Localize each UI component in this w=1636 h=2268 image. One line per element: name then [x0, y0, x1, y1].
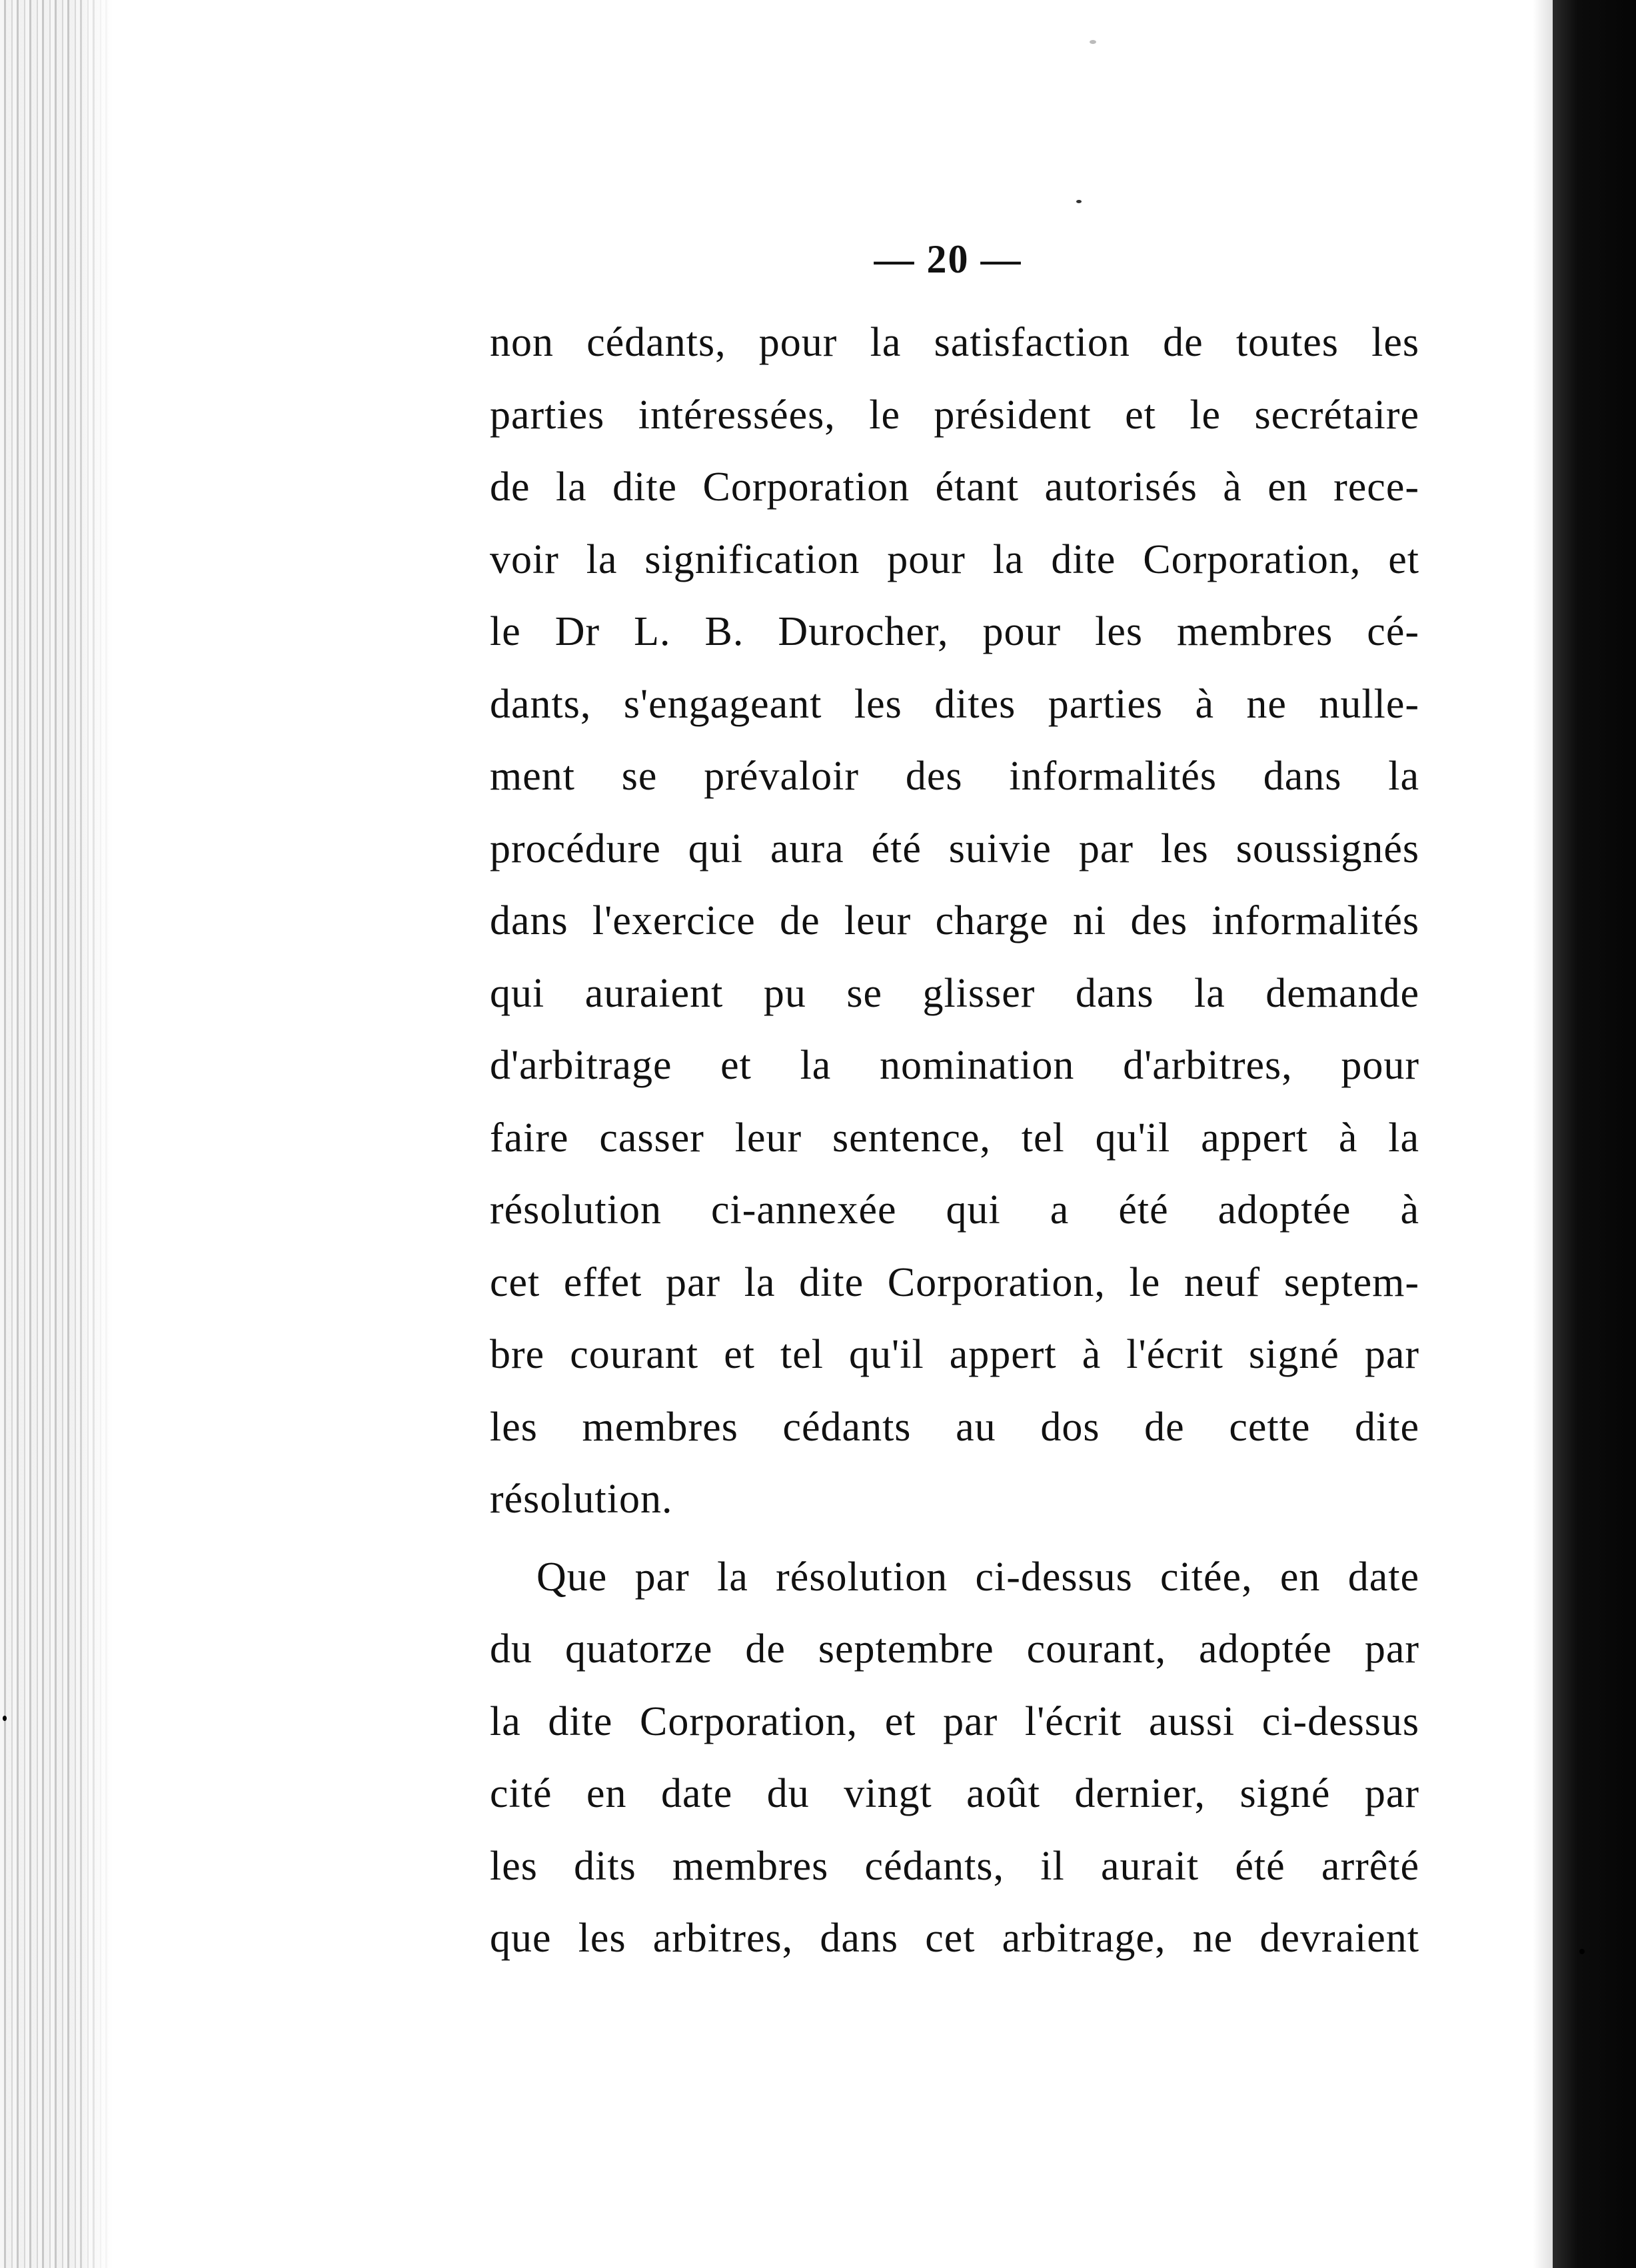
text-line: ment se prévaloir des informalités dans la	[490, 754, 1419, 799]
text-line: de la dite Corporation étant autorisés à en rece-	[490, 464, 1419, 510]
text-line: bre courant et tel qu'il appert à l'écrit signé par	[490, 1332, 1419, 1377]
text-line: dans l'exercice de leur charge ni des informalités	[490, 898, 1419, 943]
text-line: que les arbitres, dans cet arbitrage, ne devraient	[490, 1916, 1419, 1961]
text-line: parties intéressées, le président et le secrétaire	[490, 392, 1419, 438]
text-line: cité en date du vingt août dernier, signé par	[490, 1771, 1419, 1816]
text-line: les dits membres cédants, il aurait été arrêté	[490, 1843, 1419, 1889]
text-line: du quatorze de septembre courant, adoptée par	[490, 1626, 1419, 1672]
paragraph-1	[490, 306, 1419, 1536]
text-line: non cédants, pour la satisfaction de toutes les	[490, 320, 1419, 365]
text-line: d'arbitrage et la nomination d'arbitres, pour	[490, 1043, 1419, 1088]
text-line: cet effet par la dite Corporation, le neuf septem-	[490, 1259, 1419, 1305]
scan-right-binding	[1553, 0, 1636, 2268]
scan-speck	[3, 1716, 7, 1721]
text-line: voir la signification pour la dite Corporation, et	[490, 536, 1419, 582]
text-line: qui auraient pu se glisser dans la demande	[490, 970, 1419, 1016]
text-line: faire casser leur sentence, tel qu'il appert à la	[490, 1115, 1419, 1161]
text-line: résolution.	[490, 1476, 673, 1522]
text-line: procédure qui aura été suivie par les soussignés	[490, 826, 1419, 871]
scan-left-fade	[73, 0, 113, 2268]
scan-right-shadow	[1533, 0, 1553, 2268]
text-line: Que par la résolution ci-dessus citée, en date	[536, 1554, 1419, 1600]
page-number: — 20 —	[874, 237, 1022, 281]
text-line: résolution ci-annexée qui a été adoptée à	[490, 1187, 1419, 1233]
text-line: dants, s'engageant les dites parties à ne nulle-	[490, 681, 1419, 727]
text-line: les membres cédants au dos de cette dite	[490, 1404, 1419, 1450]
text-line: le Dr L. B. Durocher, pour les membres cé-	[490, 609, 1419, 654]
paragraph-gap	[490, 1536, 1419, 1541]
body-text	[490, 306, 1419, 1975]
scan-speck	[1579, 1949, 1585, 1954]
scan-speck	[1076, 200, 1082, 203]
text-line: la dite Corporation, et par l'écrit aussi ci-dessus	[490, 1698, 1419, 1744]
paragraph-2	[490, 1541, 1419, 1975]
scan-speck	[1090, 40, 1096, 44]
